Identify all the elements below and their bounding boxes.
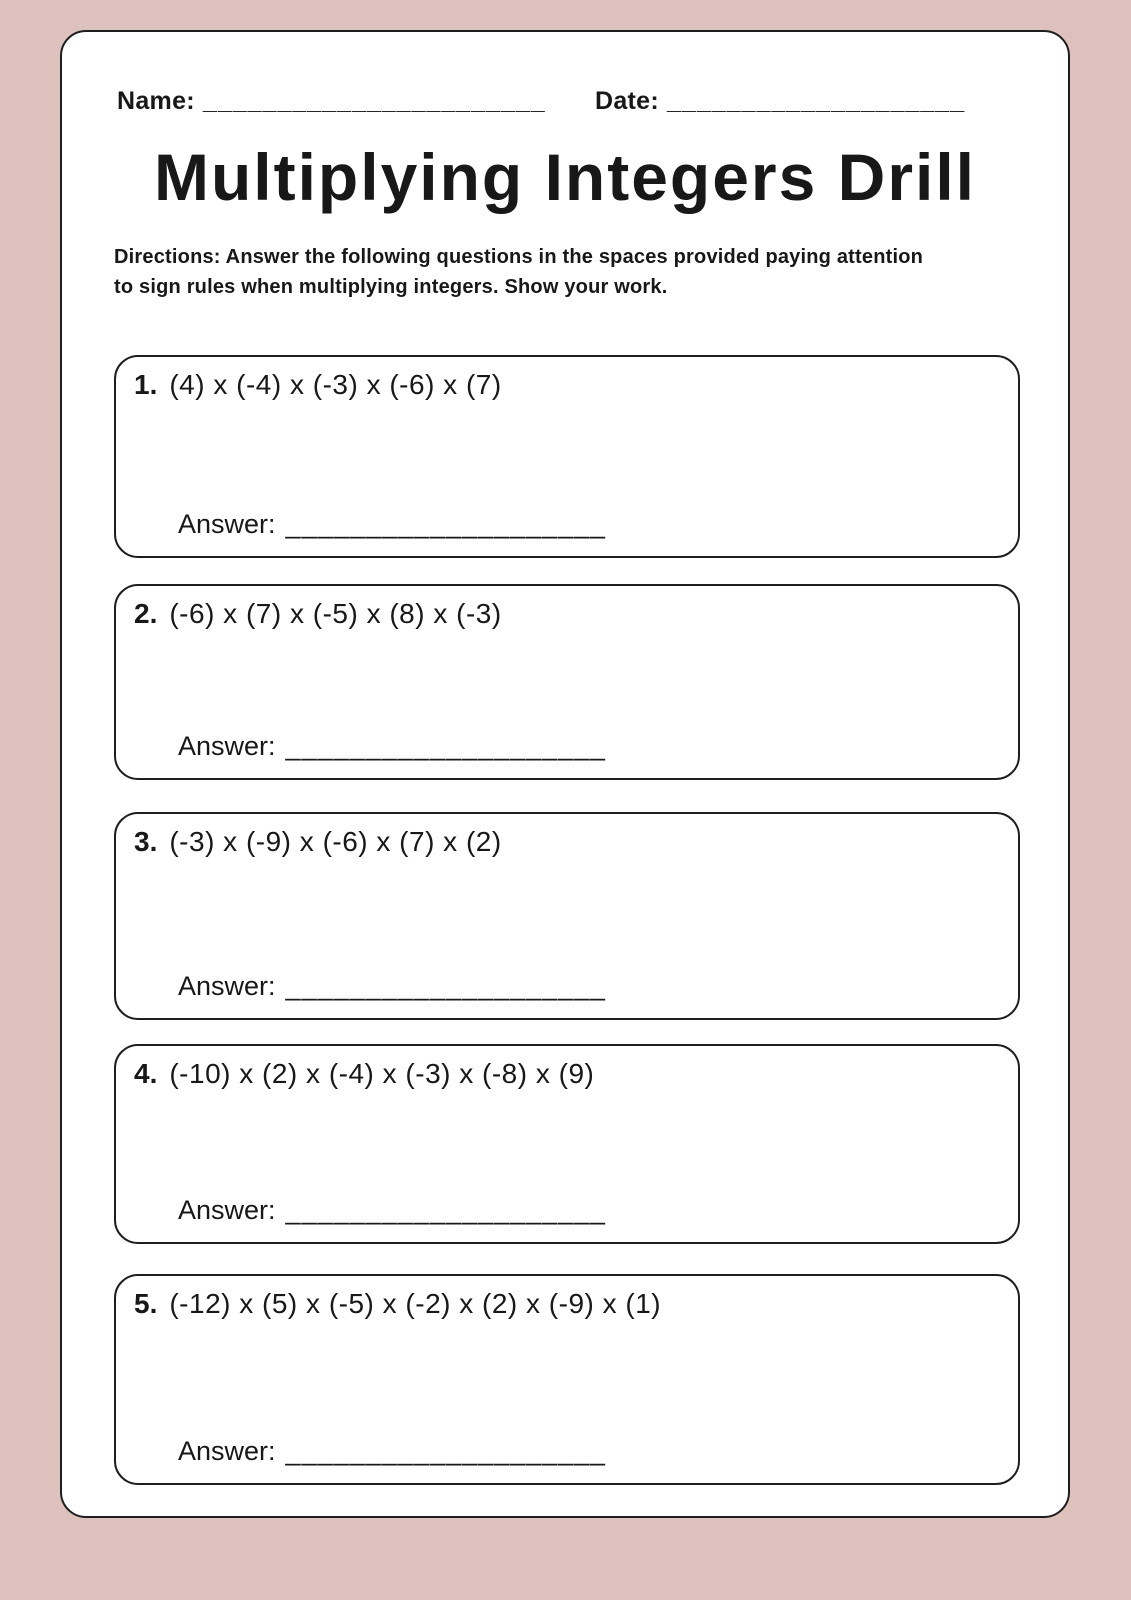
question-number: 4. xyxy=(134,1058,158,1089)
answer-blank-line: ____________________ xyxy=(285,1195,606,1225)
answer-label: Answer: xyxy=(178,1195,276,1225)
answer-row xyxy=(178,509,606,540)
question-line xyxy=(134,826,502,858)
answer-blank-line: ____________________ xyxy=(285,509,606,539)
name-label: Name: xyxy=(117,87,195,115)
question-expression: (-6) x (7) x (-5) x (8) x (-3) xyxy=(169,598,502,629)
answer-label: Answer: xyxy=(178,971,276,1001)
question-line xyxy=(134,598,502,630)
worksheet-page xyxy=(60,30,1070,1518)
question-box-2 xyxy=(114,584,1020,780)
question-box-5 xyxy=(114,1274,1020,1485)
question-number: 2. xyxy=(134,598,158,629)
answer-row xyxy=(178,971,606,1002)
answer-label: Answer: xyxy=(178,1436,276,1466)
question-line xyxy=(134,369,502,401)
question-box-4 xyxy=(114,1044,1020,1244)
question-number: 1. xyxy=(134,369,158,400)
date-field xyxy=(595,87,965,116)
answer-row xyxy=(178,731,606,762)
answer-row xyxy=(178,1436,606,1467)
answer-blank-line: ____________________ xyxy=(285,731,606,761)
date-label: Date: xyxy=(595,87,660,115)
question-expression: (-12) x (5) x (-5) x (-2) x (2) x (-9) x (1) xyxy=(169,1288,662,1319)
question-line xyxy=(134,1288,661,1320)
answer-label: Answer: xyxy=(178,509,276,539)
question-box-1 xyxy=(114,355,1020,558)
directions-text: Directions: Answer the following questions in the spaces provided paying attention to sign rules when multiplying integers. Show your work. xyxy=(114,246,924,298)
name-field xyxy=(117,87,546,116)
answer-blank-line: ____________________ xyxy=(285,1436,606,1466)
name-blank-line: _______________________ xyxy=(202,87,546,115)
answer-row xyxy=(178,1195,606,1226)
question-line xyxy=(134,1058,594,1090)
answer-blank-line: ____________________ xyxy=(285,971,606,1001)
question-number: 3. xyxy=(134,826,158,857)
question-number: 5. xyxy=(134,1288,158,1319)
question-expression: (-10) x (2) x (-4) x (-3) x (-8) x (9) xyxy=(169,1058,595,1089)
answer-label: Answer: xyxy=(178,731,276,761)
date-blank-line: ____________________ xyxy=(667,87,966,115)
page-title: Multiplying Integers Drill xyxy=(153,140,977,214)
question-expression: (-3) x (-9) x (-6) x (7) x (2) xyxy=(169,826,502,857)
question-expression: (4) x (-4) x (-3) x (-6) x (7) xyxy=(169,369,502,400)
question-box-3 xyxy=(114,812,1020,1020)
